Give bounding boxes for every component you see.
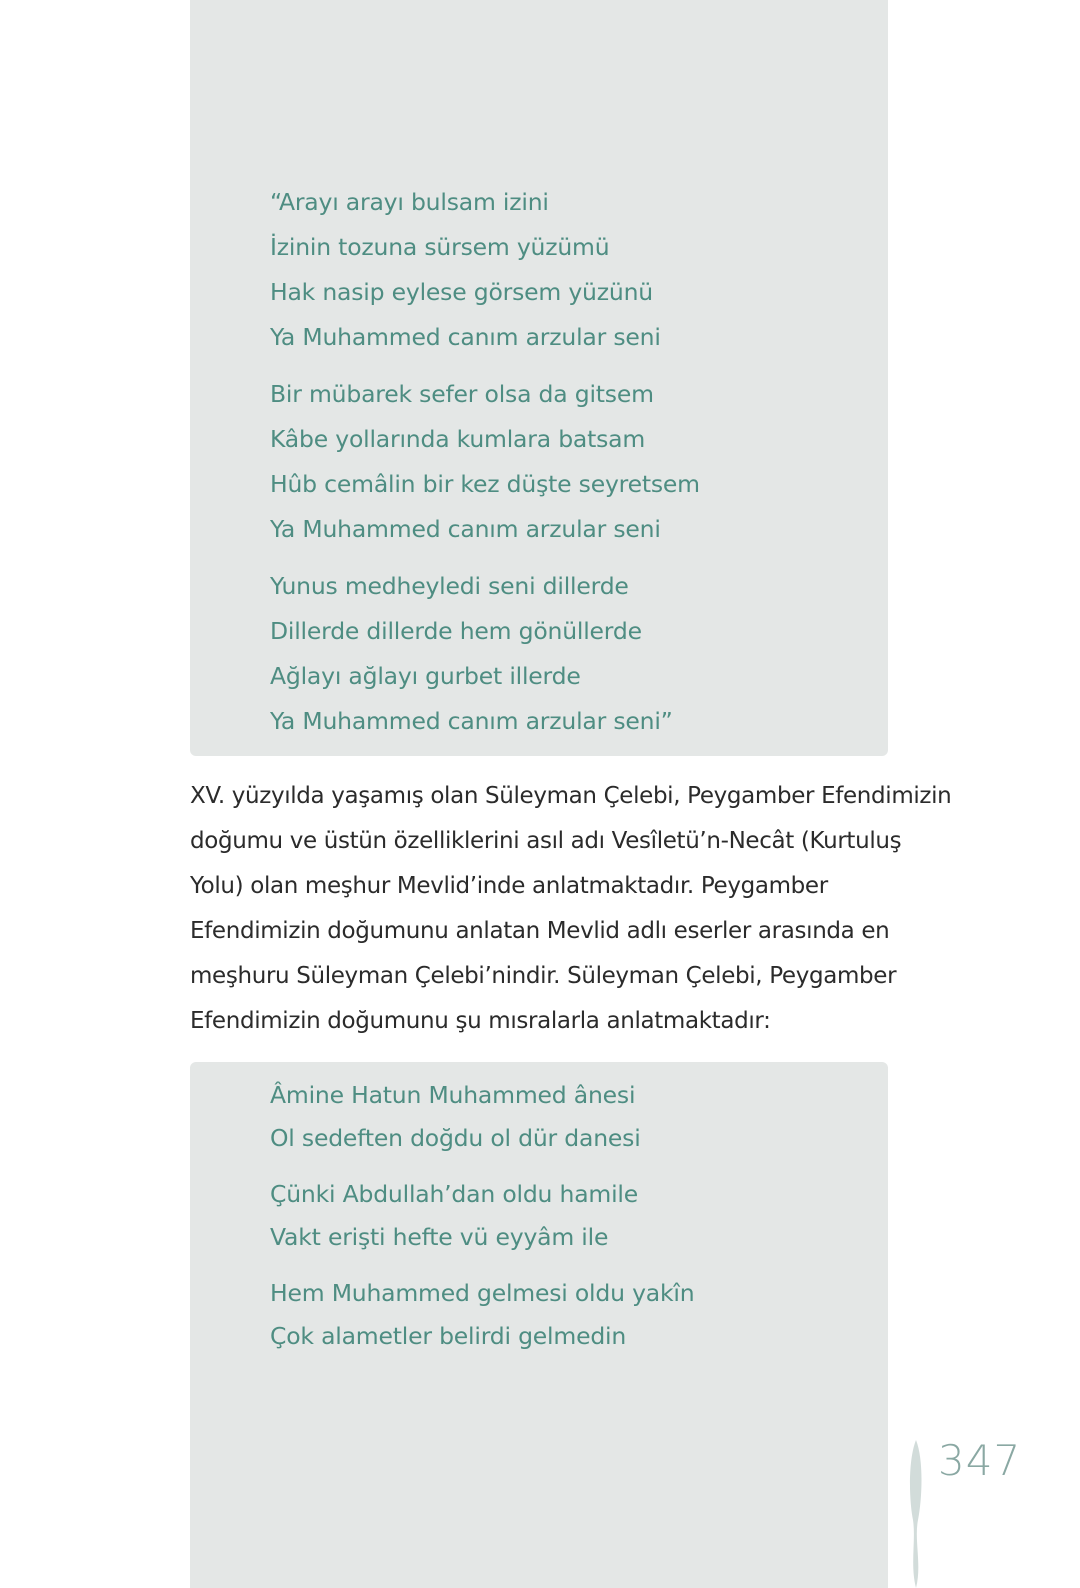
page-number: 347 xyxy=(938,1436,1022,1485)
prose-line: Efendimizin doğumunu anlatan Mevlid adlı eserler arasında en xyxy=(190,918,890,944)
poem-line: Hûb cemâlin bir kez düşte seyretsem xyxy=(270,470,700,498)
prose-line: Efendimizin doğumunu şu mısralarla anlatmaktadır: xyxy=(190,1008,771,1034)
poem-box-top xyxy=(190,0,888,756)
poem-line: Ya Muhammed canım arzular seni” xyxy=(270,707,673,735)
poem-line: “Arayı arayı bulsam izini xyxy=(270,188,549,216)
poem-line: Çok alametler belirdi gelmedin xyxy=(270,1322,627,1350)
poem-box-bottom xyxy=(190,1062,888,1588)
poem-line: Hak nasip eylese görsem yüzünü xyxy=(270,278,653,306)
prose-line: meşhuru Süleyman Çelebi’nindir. Süleyman Çelebi, Peygamber xyxy=(190,963,897,989)
poem-line: Bir mübarek sefer olsa da gitsem xyxy=(270,380,654,408)
stanza xyxy=(270,1074,694,1160)
poem-top xyxy=(270,180,700,756)
poem-line: Yunus medheyledi seni dillerde xyxy=(270,572,629,600)
stanza xyxy=(270,372,700,552)
stanza xyxy=(270,180,700,360)
poem-line: Dillerde dillerde hem gönüllerde xyxy=(270,617,642,645)
prose-paragraph xyxy=(190,774,952,1044)
poem-line: Âmine Hatun Muhammed ânesi xyxy=(270,1081,636,1109)
prose-line: XV. yüzyılda yaşamış olan Süleyman Çelebi, Peygamber Efendimizin xyxy=(190,783,952,809)
poem-line: Ağlayı ağlayı gurbet illerde xyxy=(270,662,581,690)
poem-line: Kâbe yollarında kumlara batsam xyxy=(270,425,646,453)
prose-line: Yolu) olan meşhur Mevlid’inde anlatmaktadır. Peygamber xyxy=(190,873,828,899)
poem-line: Vakt erişti hefte vü eyyâm ile xyxy=(270,1223,609,1251)
leaf-ornament-icon xyxy=(906,1440,926,1588)
poem-line: Ya Muhammed canım arzular seni xyxy=(270,323,661,351)
poem-line: İzinin tozuna sürsem yüzümü xyxy=(270,233,610,261)
poem-line: Ol sedeften doğdu ol dür danesi xyxy=(270,1124,641,1152)
poem-bottom xyxy=(270,1074,694,1371)
stanza xyxy=(270,1272,694,1358)
stanza xyxy=(270,1173,694,1259)
prose-line: doğumu ve üstün özelliklerini asıl adı Vesîletü’n-Necât (Kurtuluş xyxy=(190,828,902,854)
poem-line: Hem Muhammed gelmesi oldu yakîn xyxy=(270,1279,695,1307)
stanza xyxy=(270,564,700,744)
poem-line: Çünki Abdullah’dan oldu hamile xyxy=(270,1180,639,1208)
poem-line: Ya Muhammed canım arzular seni xyxy=(270,515,661,543)
